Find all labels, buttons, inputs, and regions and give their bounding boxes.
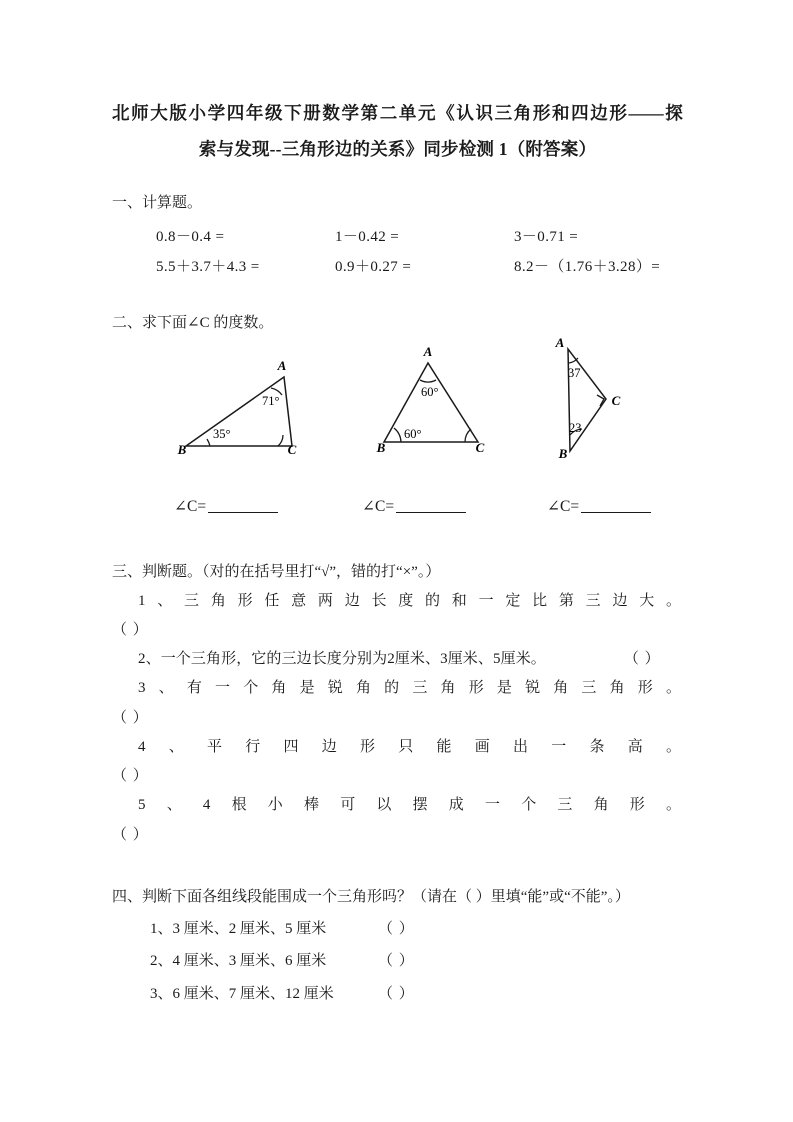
judgement-paren-1[interactable]: （ ） (112, 621, 149, 638)
angle-answer-3 (547, 497, 651, 516)
page-title-line-2: 索与发现--三角形边的关系》同步检测 1（附答案） (198, 138, 597, 159)
judgement-text-5: 5、4根小棒可以摆成一个三角形。 (138, 797, 681, 814)
angle-answer-2-blank[interactable] (396, 512, 466, 513)
triangle-2-vertex-C: C (475, 440, 485, 456)
triangle-3-angle-A: 37 (568, 366, 581, 381)
list-item (112, 913, 683, 945)
triangle-1-vertex-C: C (287, 442, 297, 458)
section-4-heading: 四、判断下面各组线段能围成一个三角形吗？（请在（ ）里填“能”或“不能”。） (112, 888, 630, 905)
page-title-line-1: 北师大版小学四年级下册数学第二单元《认识三角形和四边形——探 (112, 103, 683, 123)
angle-answer-3-blank[interactable] (581, 512, 651, 513)
judgement-list (112, 587, 683, 850)
angle-answer-row (112, 497, 683, 527)
calculation-item: 8.2－（1.76＋3.28）= (514, 259, 661, 275)
segment-text-2: 2、4 厘米、3 厘米、6 厘米 (150, 953, 327, 970)
triangle-3-vertex-C: C (611, 393, 621, 409)
judgement-paren-5[interactable]: （ ） (112, 826, 149, 843)
triangle-2-angle-A: 60° (421, 385, 439, 400)
section-3-heading: 三、判断题。（对的在括号里打“√”，错的打“×”。） (112, 564, 441, 581)
calculation-item: 0.9＋0.27 = (335, 259, 412, 275)
list-item (112, 645, 683, 674)
calculation-row (112, 252, 683, 282)
calculation-item: 3－0.71 = (514, 229, 579, 245)
judgement-text-4: 4、平行四边形只能画出一条高。 (138, 738, 681, 755)
judgement-paren-4[interactable]: （ ） (112, 768, 149, 784)
triangle-2-vertex-B: B (376, 440, 386, 456)
angle-answer-1 (174, 497, 278, 516)
section-1-heading: 一、计算题。 (112, 194, 203, 211)
calculation-item: 1－0.42 = (335, 229, 400, 245)
judgement-text-2: 2、一个三角形，它的三边长度分别为2厘米、3厘米、5厘米。 (138, 651, 546, 667)
segment-text-1: 1、3 厘米、2 厘米、5 厘米 (150, 921, 327, 937)
page-title (112, 0, 683, 168)
list-item (112, 978, 683, 1010)
angle-answer-1-label: ∠C= (174, 498, 207, 516)
judgement-paren-2[interactable]: （ ） (623, 651, 661, 667)
judgement-paren-3[interactable]: （ ） (112, 709, 149, 726)
list-item (112, 791, 683, 850)
list-item (112, 674, 683, 733)
segment-text-3: 3、6 厘米、7 厘米、12 厘米 (150, 985, 334, 1002)
segment-paren-3[interactable]: （ ） (378, 985, 415, 1002)
angle-answer-2-label: ∠C= (362, 498, 395, 516)
calculation-row (112, 222, 683, 252)
triangle-figures-row (112, 335, 683, 501)
triangle-1-angle-B: 35° (213, 427, 231, 442)
triangle-1-vertex-B: B (177, 442, 187, 458)
calculation-block (112, 222, 683, 282)
list-item (112, 733, 683, 792)
judgement-text-3: 3、有一个角是锐角的三角形是锐角三角形。 (138, 680, 681, 697)
triangle-2-vertex-A: A (423, 344, 433, 360)
segment-list (112, 913, 683, 1010)
triangle-3-vertex-A: A (555, 335, 565, 351)
triangle-2-figure (370, 341, 490, 456)
triangle-3-vertex-B: B (558, 446, 568, 462)
triangle-3-figure (536, 325, 646, 462)
triangle-1-figure (174, 349, 309, 458)
section-2-heading: 二、求下面∠C 的度数。 (112, 315, 274, 331)
calculation-item: 0.8－0.4 = (156, 229, 225, 245)
triangle-3-angle-B: 23 (569, 421, 582, 436)
segment-paren-2[interactable]: （ ） (378, 953, 415, 970)
angle-answer-2 (362, 497, 466, 516)
triangle-2-angle-B: 60° (404, 427, 422, 442)
triangle-1-vertex-A: A (277, 358, 287, 374)
segment-paren-1[interactable]: （ ） (378, 921, 415, 937)
list-item (112, 587, 683, 646)
calculation-item: 5.5＋3.7＋4.3 = (156, 259, 260, 275)
triangle-1-angle-A: 71° (262, 394, 280, 409)
angle-answer-1-blank[interactable] (208, 512, 278, 513)
angle-answer-3-label: ∠C= (547, 498, 580, 516)
judgement-text-1: 1、三角形任意两边长度的和一定比第三边大。 (138, 592, 681, 609)
list-item (112, 945, 683, 977)
